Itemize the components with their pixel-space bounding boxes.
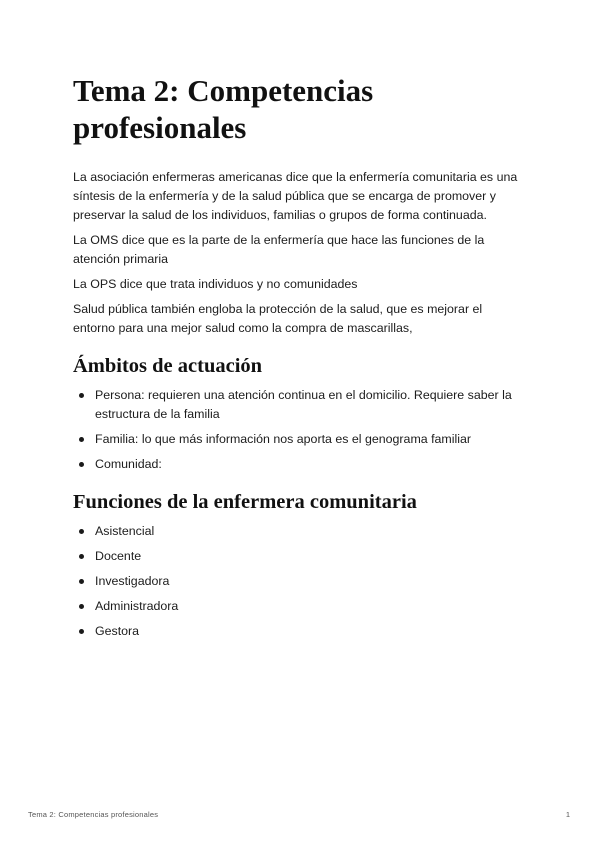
bullet-icon <box>79 393 84 398</box>
section-heading-ambitos: Ámbitos de actuación <box>73 355 263 377</box>
list-item <box>73 597 525 616</box>
list-item-text: Docente <box>95 549 142 563</box>
list-item-text: Comunidad: <box>95 457 162 471</box>
list-item <box>73 522 525 541</box>
page-title: Tema 2: Competencias profesionales <box>73 73 374 145</box>
list-item <box>73 386 525 424</box>
section-heading-funciones: Funciones de la enfermera comunitaria <box>73 491 417 513</box>
list-item <box>73 430 525 449</box>
paragraph-salud-publica: Salud pública también engloba la protección de la salud, que es mejorar el entorno para una mejor salud como la compra de mascarillas, <box>73 302 483 335</box>
page-content <box>73 72 525 647</box>
list-item <box>73 572 525 591</box>
ambitos-list <box>73 386 525 474</box>
list-item-text: Familia: lo que más información nos aporta es el genograma familiar <box>95 432 472 446</box>
list-item-text: Administradora <box>95 599 179 613</box>
bullet-icon <box>79 462 84 467</box>
list-item-text: Investigadora <box>95 574 170 588</box>
bullet-icon <box>79 529 84 534</box>
paragraph-ana-definition: La asociación enfermeras americanas dice que la enfermería comunitaria es una síntesis de la enfermería y de la salud pública que se encarga de promover y preservar la salud de los individuos, familias o grupos de forma continuada. <box>73 170 518 222</box>
list-item-text: Asistencial <box>95 524 155 538</box>
bullet-icon <box>79 437 84 442</box>
paragraph-ops-definition: La OPS dice que trata individuos y no comunidades <box>73 277 358 291</box>
list-item <box>73 547 525 566</box>
paragraph-oms-definition: La OMS dice que es la parte de la enfermería que hace las funciones de la atención primaria <box>73 233 485 266</box>
footer-title: Tema 2: Competencias profesionales <box>28 810 159 819</box>
list-item <box>73 455 525 474</box>
bullet-icon <box>79 579 84 584</box>
bullet-icon <box>79 629 84 634</box>
funciones-list <box>73 522 525 641</box>
list-item <box>73 622 525 641</box>
list-item-text: Persona: requieren una atención continua en el domicilio. Requiere saber la estructura de la familia <box>95 388 512 421</box>
list-item-text: Gestora <box>95 624 140 638</box>
bullet-icon <box>79 554 84 559</box>
bullet-icon <box>79 604 84 609</box>
page-number: 1 <box>565 810 570 819</box>
